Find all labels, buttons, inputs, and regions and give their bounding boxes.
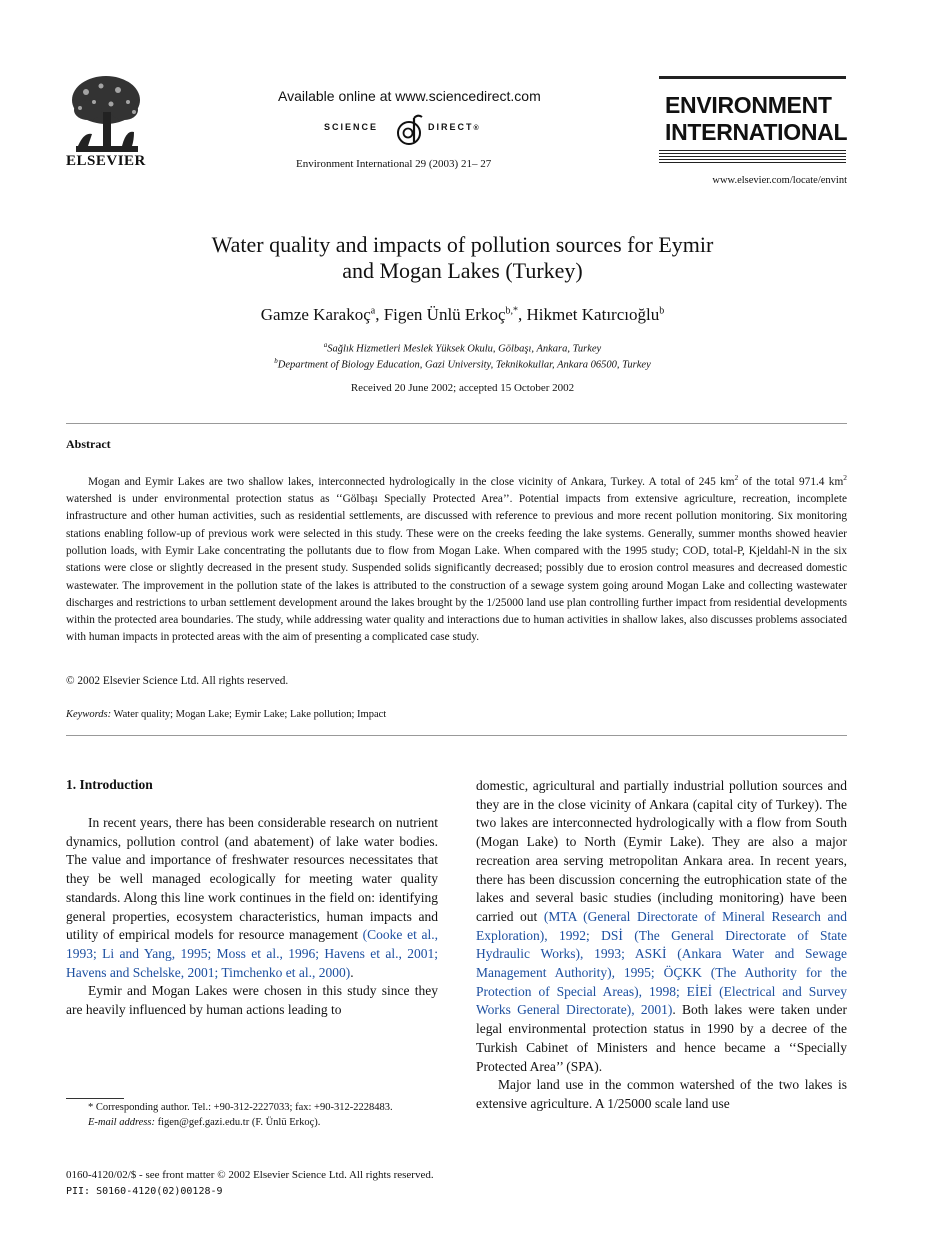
abstract-top-rule [66, 423, 847, 424]
sciencedirect-logo [324, 112, 494, 146]
footer-front-matter: 0160-4120/02/$ - see front matter © 2002 Elsevier Science Ltd. All rights reserved. [66, 1169, 434, 1181]
sd-right-text: DIRECT® [428, 122, 481, 132]
article-title [90, 232, 835, 284]
author-3: Hikmet Katırcıoğlu$^b$ [526, 305, 665, 324]
citation-link[interactable]: (Cooke et al., 1993; Li and Yang, 1995; Moss et al., 1996; Havens et al., 2001; Havens and Schelske, 2001; Timchenko et al., 2000) [66, 927, 438, 980]
journal-url-link[interactable]: www.elsevier.com/locate/envint [712, 175, 847, 186]
column-left [66, 814, 438, 1020]
intro-paragraph-1: In recent years, there has been considerable research on nutrient dynamics, pollution control (and abatement) of lake water bodies. The value and importance of freshwater resources necessitates that they be well managed ecologically for meeting water quality standards. Along this line work continues in the field on: identifying general properties, ecosystem characteristics, human impacts and utility of empirical models for resource management (Cooke et al., 1993; Li and Yang, 1995; Moss et al., 1996; Havens et al., 2001; Havens and Schelske, 2001; Timchenko et al., 2000). [66, 815, 438, 980]
section-heading-introduction: 1. Introduction [66, 777, 153, 792]
title-line2: and Mogan Lakes (Turkey) [342, 258, 583, 283]
abstract-paragraph: Mogan and Eymir Lakes are two shallow lakes, interconnected hydrologically in the close vicinity of Ankara, Turkey. A total of 245 $km^2$ of the total 971.4 $km^2$ watershed is under environmental protection status as ‘‘Gölbaşı Specially Protected Area’’. Potential impacts from extensive agriculture, recreation, incomplete infrastructure and other human activities, such as residential settlements, are discussed with reference to previous and more recent pollution monitoring. Six monitoring stations enabling follow-up of previous work were selected in this study. These were on the creeks feeding the lake systems. Generally, summer months showed heavier pollution loads, with Eymir Lake concentrating the pollutants due to flow from Mogan Lake. When compared with the 1995 study; COD, total-P, Kjeldahl-N in the six stations were close or slightly decreased in the present study. Suspended solids significantly decreased; possibly due to erosion control measures and decreased domestic wastewater. The improvement in the pollution state of the lakes is attributed to the construction of a sewage system going around Mogan Lake and collecting wastewater discharges and restrictions to urban settlement development around the lakes brought by the 1/25000 land use plan controlling further impact from residential developments within the protected area boundaries. The study, while addressing water quality and interactions due to human activities in shallow lakes, also discusses problems associated with human impacts in protected areas with the aim of presenting a complicated case study. [66, 473, 847, 644]
footnote [66, 1101, 438, 1131]
available-online-text[interactable]: Available online at www.sciencedirect.com [278, 88, 541, 104]
publisher-name: ELSEVIER [66, 153, 146, 169]
affiliation-b: $^b$Department of Biology Education, Gazi University, Teknikokullar, Ankara 06500, Turkey [274, 357, 651, 371]
author-1: Gamze Karakoç$^a$, [260, 305, 384, 324]
intro-paragraph-3: Major land use in the common watershed of the two lakes is extensive agriculture. A 1/25000 scale land use [476, 1077, 847, 1111]
citation-link[interactable]: (MTA (General Directorate of Mineral Research and Exploration), 1992; DSİ (The General Directorate of State Hydraulic Works), 1993; ASKİ (Ankara Water and Sewage Management Authority), 1995; ÖÇKK (The Authority for the Protection of Special Areas), 1998; EİEİ (Electrical and Survey Works General Directorate), 2001) [476, 908, 847, 1018]
abstract-bottom-rule [66, 735, 847, 736]
abstract-body [66, 469, 847, 647]
author-list [90, 305, 835, 325]
journal-title-line1: ENVIRONMENT [665, 92, 832, 118]
footer-pii: PII: S0160-4120(02)00128-9 [66, 1186, 223, 1197]
journal-title-line2: INTERNATIONAL [665, 119, 848, 145]
elsevier-tree-logo [66, 72, 148, 154]
keywords: Keywords: Water quality; Mogan Lake; Eymir Lake; Lake pollution; Impact [66, 709, 387, 720]
journal-striped-rule [659, 150, 846, 164]
affiliation-a: $^a$Sağlık Hizmetleri Meslek Yüksek Okulu, Gölbaşı, Ankara, Turkey [323, 341, 602, 355]
title-line1: Water quality and impacts of pollution sources for Eymir [211, 232, 714, 257]
journal-citation: Environment International 29 (2003) 21– 27 [296, 158, 492, 170]
intro-paragraph-2: Eymir and Mogan Lakes were chosen in this study since they are heavily influenced by human actions leading to [66, 983, 438, 1018]
sd-left-text: SCIENCE [324, 122, 379, 132]
intro-paragraph-continued: domestic, agricultural and partially industrial pollution sources and they are in the close vicinity of Ankara (capital city of Turkey). The two lakes are interconnected hydrologically with a flow from South (Mogan Lake) to North (Eymir Lake). They are also a major recreation area serving metropolitan Ankara area. In recent years, there has been discussion concerning the eutrophication state of the lakes and several basic studies (including monitoring) have been carried out (MTA (General Directorate of Mineral Research and Exploration), 1992; DSİ (The General Directorate of State Hydraulic Works), 1993; ASKİ (Ankara Water and Sewage Management Authority), 1995; ÖÇKK (The Authority for the Protection of Special Areas), 1998; EİEİ (Electrical and Survey Works General Directorate), 2001). Both lakes were taken under legal environmental protection status in 1990 by a decree of the Turkish Cabinet of Ministers and hence became a ‘‘Specially Protected Area’’ (SPA). [476, 778, 847, 1074]
abstract-copyright: © 2002 Elsevier Science Ltd. All rights reserved. [66, 675, 289, 687]
email-note: E-mail address: figen@gef.gazi.edu.tr (F. Ünlü Erkoç). [88, 1116, 321, 1128]
journal-top-rule [659, 76, 846, 79]
received-dates: Received 20 June 2002; accepted 15 October 2002 [350, 382, 575, 394]
sciencedirect-d-icon [392, 112, 426, 146]
author-2: Figen Ünlü Erkoç$^{b,*}$, [383, 305, 527, 324]
footnote-rule [66, 1098, 124, 1099]
abstract-heading: Abstract [66, 437, 111, 451]
column-right [476, 777, 847, 1114]
journal-title [665, 92, 847, 146]
corresponding-author-note: * Corresponding author. Tel.: +90-312-2227033; fax: +90-312-2228483. [88, 1102, 393, 1113]
